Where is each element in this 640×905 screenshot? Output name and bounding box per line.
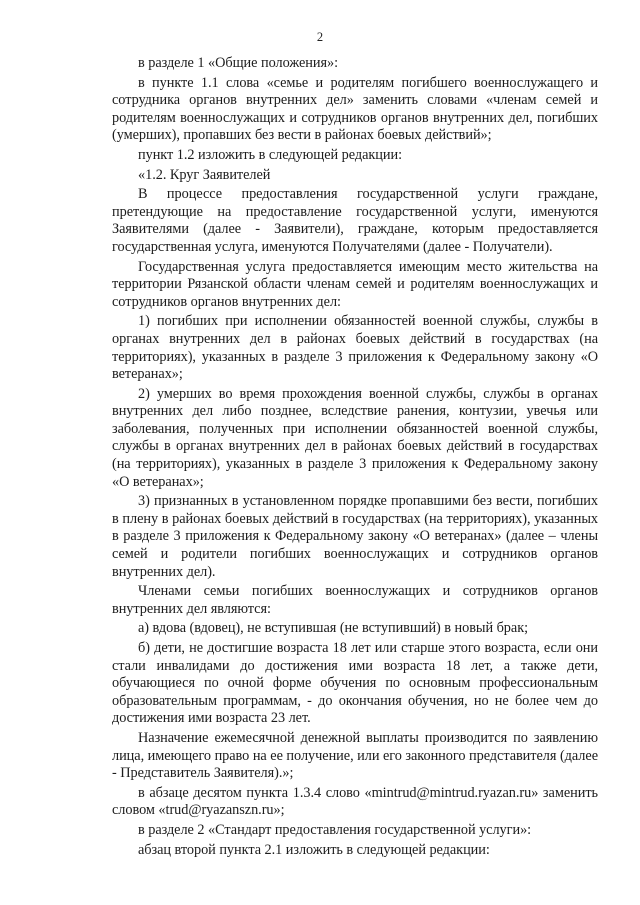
paragraph-applicants-definition: В процессе предоставления государственной услуги граждане, претендующие на предоставление государственной услуги, именуются Заявителями (далее - Заявители), граждане, которым предоставляется государственная услуга, именуются Получателями (далее - Получатели). <box>112 186 598 255</box>
paragraph-section-2-heading: в разделе 2 «Стандарт предоставления государственной услуги»: <box>138 821 532 838</box>
document-body <box>112 55 598 861</box>
paragraph-payment-assignment: Назначение ежемесячной денежной выплаты производится по заявлению лица, имеющего право на ее получение, или его законного представителя (далее - Представитель Заявителя).»; <box>112 729 598 782</box>
paragraph-point-1-2-intro: пункт 1.2 изложить в следующей редакции: <box>138 146 403 163</box>
page-number: 2 <box>316 30 324 44</box>
paragraph-family-members-intro: Членами семьи погибших военнослужащих и сотрудников органов внутренних дел являются: <box>112 583 598 617</box>
paragraph-service-recipients: Государственная услуга предоставляется имеющим место жительства на территории Рязанской области членам семей и родителям военнослужащих и сотрудников органов внутренних дел: <box>112 258 598 310</box>
paragraph-item-2: 2) умерших во время прохождения военной службы, службы в органах внутренних дел либо позднее, вследствие ранения, контузии, увечья или заболевания, полученных при исполнении обязанностей военной службы, службы в органах внутренних дел в районах боевых действий в государствах (на территориях), указанных в разделе 3 приложения к Федеральному закону «О ветеранах»; <box>112 385 598 490</box>
paragraph-section-1-heading: в разделе 1 «Общие положения»: <box>138 55 339 71</box>
paragraph-point-1-1-amendment: в пункте 1.1 слова «семье и родителям погибшего военнослужащего и сотрудника органов внутренних дел» заменить словами «членам семей и родителям военнослужащих и сотрудников органов внутренних дел, погибших (умерших), пропавших без вести в районах боевых действий»; <box>112 74 598 144</box>
paragraph-item-a: а) вдова (вдовец), не вступившая (не вступивший) в новый брак; <box>138 620 529 637</box>
paragraph-item-1: 1) погибших при исполнении обязанностей военной службы, службы в органах внутренних дел в районах боевых действий в государствах (на территориях), указанных в разделе 3 приложения к Федеральному закону «О ветеранах»; <box>112 313 598 383</box>
paragraph-applicants-heading: «1.2. Круг Заявителей <box>138 166 271 183</box>
paragraph-item-3: 3) признанных в установленном порядке пропавшими без вести, погибших в плену в районах боевых действий в государствах (на территориях), указанных в разделе 3 приложения к Федеральному закону «О ветеранах» (далее – члены семей и родители погибших военнослужащих и сотрудников органов внутренних дел). <box>112 493 598 580</box>
paragraph-point-2-1-intro: абзац второй пункта 2.1 изложить в следующей редакции: <box>138 841 490 858</box>
paragraph-email-replacement: в абзаце десятом пункта 1.3.4 слово «mintrud@mintrud.ryazan.ru» заменить словом «trud@ryazanszn.ru»; <box>112 784 598 819</box>
paragraph-item-b: б) дети, не достигшие возраста 18 лет или старше этого возраста, если они стали инвалидами до достижения ими возраста 18 лет, а также дети, обучающиеся по очной форме обучения по основным профессиональным образовательным программам, - до окончания обучения, но не более чем до достижения ими возраста 23 лет. <box>112 640 598 727</box>
